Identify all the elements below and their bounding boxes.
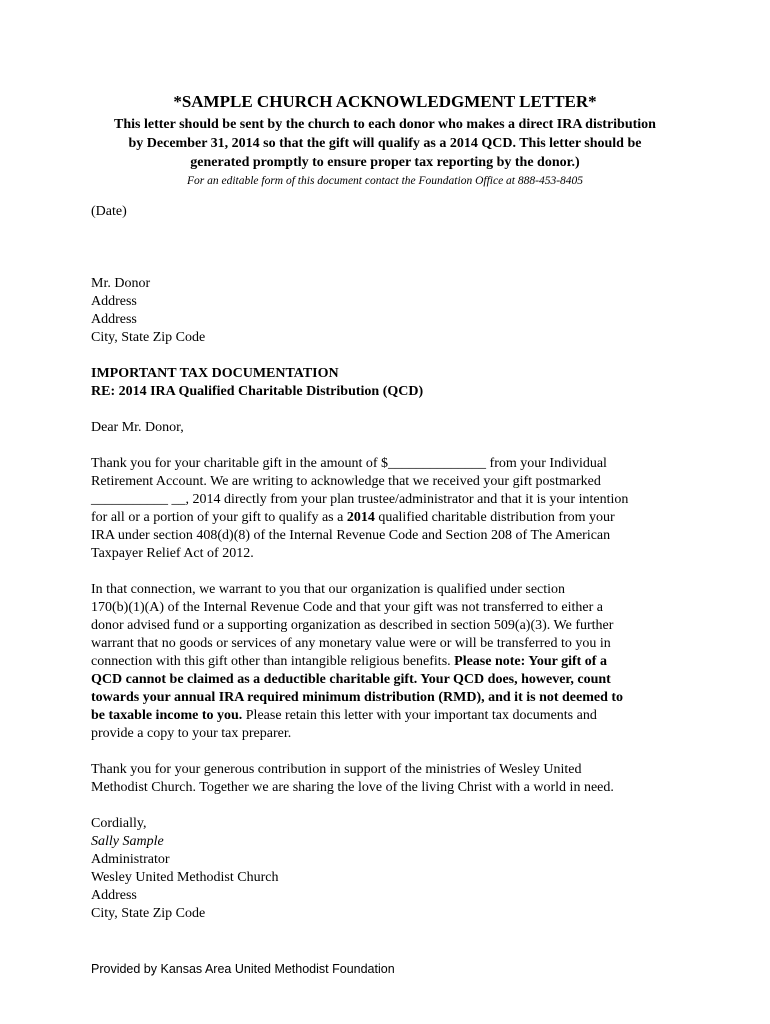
paragraph-gift bbox=[91, 455, 691, 563]
paragraph-line: Retirement Account. We are writing to acknowledge that we received your gift postmarked bbox=[91, 474, 601, 489]
instructions-line: generated promptly to ensure proper tax reporting by the donor.) bbox=[190, 155, 580, 170]
subject-heading: IMPORTANT TAX DOCUMENTATION bbox=[91, 366, 339, 381]
paragraph-text: qualified charitable distribution from your bbox=[374, 510, 615, 525]
paragraph-line: Thank you for your generous contribution in support of the ministries of Wesley United bbox=[91, 762, 582, 777]
instructions-line: This letter should be sent by the church to each donor who makes a direct IRA distribution bbox=[114, 117, 656, 132]
page-title: *SAMPLE CHURCH ACKNOWLEDGMENT LETTER* bbox=[173, 92, 597, 111]
subject-block bbox=[91, 365, 691, 401]
paragraph-line: Thank you for your charitable gift in the amount of $______________ from your Individual bbox=[91, 456, 607, 471]
subject-line: RE: 2014 IRA Qualified Charitable Distribution (QCD) bbox=[91, 384, 424, 399]
paragraph-line: provide a copy to your tax preparer. bbox=[91, 726, 292, 741]
paragraph-line bbox=[91, 509, 691, 527]
qcd-notice: Please note: Your gift of a bbox=[454, 654, 607, 669]
paragraph-line: Methodist Church. Together we are sharing the love of the living Christ with a world in need. bbox=[91, 780, 614, 795]
date-line bbox=[91, 203, 691, 221]
letter-header bbox=[60, 92, 710, 189]
paragraph-text: connection with this gift other than intangible religious benefits. bbox=[91, 654, 455, 669]
paragraph-text: Please retain this letter with your important tax documents and bbox=[242, 708, 597, 723]
recipient-address-line: Address bbox=[91, 312, 137, 327]
instructions-note bbox=[60, 115, 710, 172]
paragraph-line: Taxpayer Relief Act of 2012. bbox=[91, 546, 254, 561]
recipient-address bbox=[91, 275, 691, 347]
salutation-text: Dear Mr. Donor, bbox=[91, 420, 184, 435]
instructions-line: by December 31, 2014 so that the gift will qualify as a 2014 QCD. This letter should be bbox=[128, 136, 642, 151]
paragraph-line: 170(b)(1)(A) of the Internal Revenue Code and that your gift was not transferred to either a bbox=[91, 600, 603, 615]
organization-address: Address bbox=[91, 888, 137, 903]
paragraph-warranty bbox=[91, 581, 691, 743]
year-emphasis: 2014 bbox=[346, 510, 375, 525]
paragraph-line: ___________ __, 2014 directly from your plan trustee/administrator and that it is your intention bbox=[91, 492, 629, 507]
closing-block bbox=[91, 815, 691, 923]
qcd-notice-line: QCD cannot be claimed as a deductible charitable gift. Your QCD does, however, count bbox=[91, 672, 611, 687]
paragraph-line: donor advised fund or a supporting organization as described in section 509(a)(3). We further bbox=[91, 618, 614, 633]
paragraph-line: IRA under section 408(d)(8) of the Internal Revenue Code and Section 208 of The American bbox=[91, 528, 611, 543]
paragraph-text: for all or a portion of your gift to qualify as a bbox=[91, 510, 347, 525]
salutation bbox=[91, 419, 691, 437]
page-footer: Provided by Kansas Area United Methodist Foundation bbox=[91, 962, 395, 976]
date-text: (Date) bbox=[91, 204, 127, 219]
qcd-notice: be taxable income to you. bbox=[91, 708, 243, 723]
signer-title: Administrator bbox=[91, 852, 170, 867]
signature: Sally Sample bbox=[91, 834, 164, 849]
organization-name: Wesley United Methodist Church bbox=[91, 870, 279, 885]
organization-city: City, State Zip Code bbox=[91, 906, 206, 921]
recipient-city-line: City, State Zip Code bbox=[91, 330, 206, 345]
paragraph-line bbox=[91, 653, 691, 671]
paragraph-line: In that connection, we warrant to you that our organization is qualified under section bbox=[91, 582, 566, 597]
recipient-name: Mr. Donor bbox=[91, 276, 151, 291]
contact-note: For an editable form of this document contact the Foundation Office at 888-453-8405 bbox=[186, 175, 584, 187]
paragraph-line: warrant that no goods or services of any monetary value were or will be transferred to you in bbox=[91, 636, 611, 651]
valediction: Cordially, bbox=[91, 816, 147, 831]
letter-body bbox=[91, 203, 691, 923]
recipient-address-line: Address bbox=[91, 294, 137, 309]
paragraph-thanks bbox=[91, 761, 691, 797]
qcd-notice-line: towards your annual IRA required minimum distribution (RMD), and it is not deemed to bbox=[91, 690, 624, 705]
paragraph-line bbox=[91, 707, 691, 725]
